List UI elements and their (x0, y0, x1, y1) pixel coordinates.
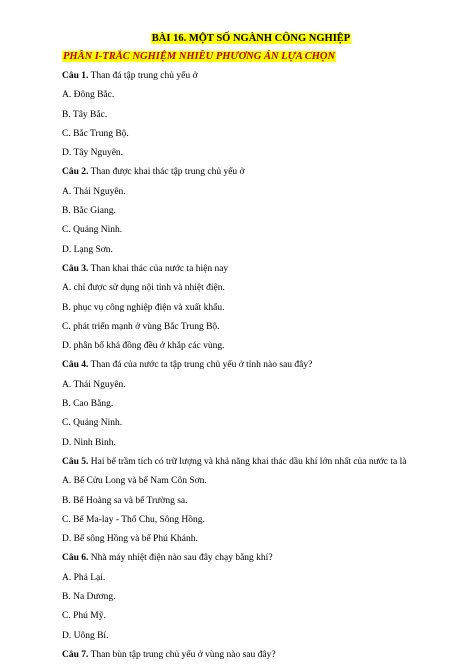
question-3-option-b: B. phục vụ công nghiệp điện và xuất khẩu. (62, 302, 225, 313)
question-2-option-c: C. Quảng Ninh. (62, 225, 123, 236)
question-1-option-a: A. Đông Bắc. (62, 90, 115, 101)
question-6-option-c: C. Phú Mỹ. (62, 611, 106, 622)
question-text: Than khai thác của nước ta hiện nay (88, 263, 229, 274)
document-page (62, 32, 412, 668)
question-6-option-b: B. Na Dương. (62, 592, 116, 603)
question-2-option-a: A. Thái Nguyên. (62, 186, 126, 197)
document-title (62, 32, 412, 46)
question-3-option-d: D. phân bố khá đồng đều ở khắp các vùng. (62, 341, 225, 352)
title-text: BÀI 16. MỘT SỐ NGÀNH CÔNG NGHIỆP (151, 33, 351, 44)
question-5-option-c: C. Bể Ma-lay - Thổ Chu, Sông Hồng. (62, 514, 205, 525)
question-1-option-d: D. Tây Nguyên. (62, 148, 124, 159)
question-3 (62, 263, 412, 282)
section-heading (62, 50, 412, 64)
question-text: Than đá của nước ta tập trung chủ yếu ở tỉnh nào sau đây? (88, 360, 313, 371)
question-5-option-b: B. Bể Hoàng sa và bể Trường sa. (62, 495, 188, 506)
question-4-option-d: D. Ninh Bình. (62, 437, 116, 448)
question-5-option-d: D. Bể sông Hồng và bể Phú Khánh. (62, 534, 198, 545)
question-text: Than đá tập trung chủ yếu ở (88, 71, 198, 81)
question-3-option-c: C. phát triển mạnh ở vùng Bắc Trung Bộ. (62, 321, 220, 332)
question-4-option-b: B. Cao Bằng. (62, 399, 114, 410)
question-1-option-c: C. Bắc Trung Bộ. (62, 128, 129, 139)
question-label: Câu 1. (62, 71, 89, 81)
question-5-option-a: A. Bể Cửu Long và bể Nam Côn Sơn. (62, 476, 207, 487)
question-2-option-b: B. Bắc Giang. (62, 206, 116, 217)
question-2 (62, 166, 412, 185)
question-label: Câu 4. (62, 360, 89, 371)
question-text: Nhà máy nhiệt điện nào sau đây chạy bằng khí? (88, 553, 273, 564)
question-1-option-b: B. Tây Bắc. (62, 109, 108, 120)
question-label: Câu 7. (62, 649, 89, 660)
question-text: Hai bể trầm tích có trữ lượng và khả năng khai thác dầu khí lớn nhất của nước ta là (88, 456, 407, 467)
section-title-text: PHẦN I-TRẮC NGHIỆM NHIỀU PHƯƠNG ÁN LỰA CHỌN (63, 51, 336, 62)
question-text: Than bùn tập trung chủ yếu ở vùng nào sau đây? (88, 649, 276, 660)
question-3-option-a: A. chỉ được sử dụng nội tỉnh và nhiệt điện. (62, 283, 225, 294)
question-6-option-d: D. Uông Bí. (62, 630, 109, 641)
question-7 (62, 649, 412, 668)
question-4-option-c: C. Quảng Ninh. (62, 418, 123, 429)
question-1 (62, 70, 412, 89)
question-label: Câu 6. (62, 553, 89, 564)
question-label: Câu 5. (62, 456, 89, 467)
question-5 (62, 456, 412, 475)
question-label: Câu 3. (62, 263, 89, 274)
question-2-option-d: D. Lạng Sơn. (62, 244, 113, 255)
question-text: Than được khai thác tập trung chủ yếu ở (88, 167, 245, 178)
question-6-option-a: A. Phả Lại. (62, 572, 106, 583)
question-6 (62, 552, 412, 571)
question-label: Câu 2. (62, 167, 89, 178)
question-4-option-a: A. Thái Nguyên. (62, 379, 126, 390)
question-4 (62, 359, 412, 378)
